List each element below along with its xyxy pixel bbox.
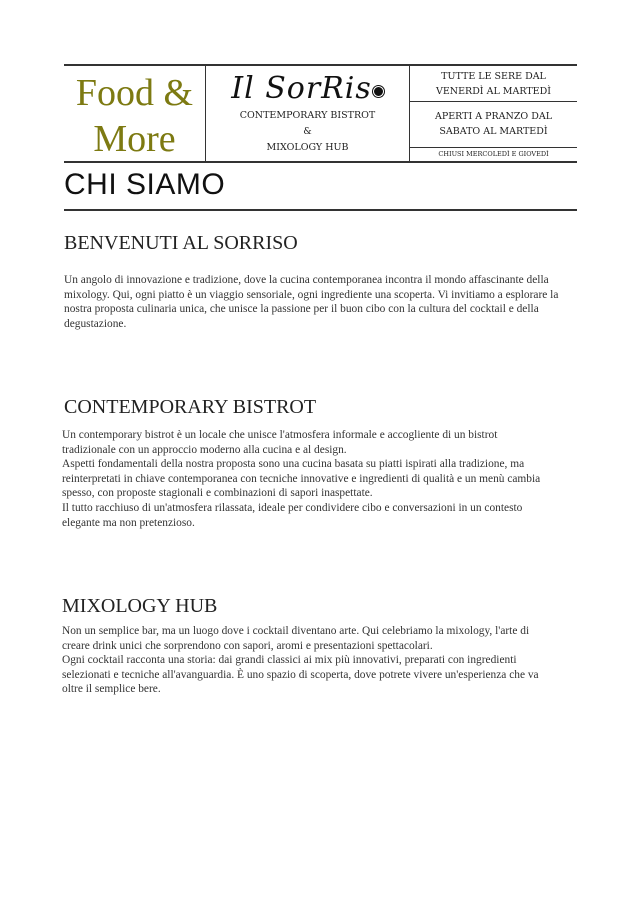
logo bbox=[206, 72, 409, 106]
brand-line: Food & bbox=[75, 72, 194, 114]
logo-text: Il SorRis bbox=[231, 71, 372, 106]
logo-box bbox=[206, 66, 410, 161]
text-line: Ogni cocktail racconta una storia: dai grandi classici ai mix più innovativi, preparati con ingredienti bbox=[62, 654, 517, 667]
text-line: mixology. Qui, ogni piatto è un viaggio sensoriale, ogni ingrediente una scoperta. Vi invitiamo a esplorare la bbox=[64, 288, 559, 301]
text-line: spesso, con proposte stagionali e combinazioni di sapori inaspettate. bbox=[62, 487, 373, 500]
section-heading: MIXOLOGY HUB bbox=[62, 595, 218, 617]
text-line: oltre il semplice bere. bbox=[62, 683, 161, 696]
text-line: elegante ma non pretenzioso. bbox=[62, 516, 195, 529]
text-line: tradizionale con un approccio moderno alla cucina e al design. bbox=[62, 443, 347, 456]
text-line: Non un semplice bar, ma un luogo dove i cocktail diventano arte. Qui celebriamo la mixology, l'arte di bbox=[62, 625, 530, 637]
text-line: Il tutto racchiuso di un'atmosfera rilassata, ideale per condividere cibo e conversazioni in un contesto bbox=[62, 501, 523, 514]
hours-text: SABATO AL MARTEDÌ bbox=[439, 126, 548, 137]
hours-box bbox=[410, 66, 577, 161]
hours-text: CHIUSI MERCOLEDÌ E GIOVEDÌ bbox=[438, 150, 549, 158]
text-line: creare drink unici che sorprendono con sapori, aromi e presentazioni spettacolari. bbox=[62, 639, 433, 652]
text-line: reinterpretati in chiave contemporanea con tecniche innovative e ingredienti di qualità e un menù cambia bbox=[62, 472, 541, 485]
hours-closed bbox=[410, 148, 577, 160]
text-line: Un angolo di innovazione e tradizione, dove la cucina contemporanea incontra il mondo affascinante della bbox=[64, 274, 549, 286]
hours-text: TUTTE LE SERE DAL bbox=[441, 71, 546, 82]
section-body bbox=[62, 624, 539, 697]
tagline: & bbox=[303, 126, 312, 137]
divider bbox=[64, 209, 577, 211]
section-body bbox=[62, 428, 540, 530]
text-line: nostra proposta culinaria unica, che unisce la passione per il buon cibo con la cultura del cocktail e della bbox=[64, 303, 539, 316]
text-line: Aspetti fondamentali della nostra proposta sono una cucina basata su piatti ispirati alla tradizione, ma bbox=[62, 458, 525, 471]
logo-dot-icon bbox=[373, 86, 384, 97]
hours-text: VENERDÌ AL MARTEDÌ bbox=[436, 86, 551, 97]
text-line: selezionati e tecniche all'avanguardia. È uno spazio di scoperta, dove potrete vivere un'esperienza che va bbox=[62, 668, 539, 681]
hours-text: APERTI A PRANZO DAL bbox=[434, 111, 553, 122]
page-title: CHI SIAMO bbox=[64, 168, 226, 201]
text-line: degustazione. bbox=[64, 317, 127, 330]
section-heading: BENVENUTI AL SORRISO bbox=[64, 232, 298, 254]
section-body bbox=[64, 273, 558, 331]
brand-line: More bbox=[93, 118, 176, 160]
text-line: Un contemporary bistrot è un locale che unisce l'atmosfera informale e accogliente di un bistrot bbox=[62, 429, 498, 441]
brand-box bbox=[64, 66, 206, 161]
header-banner bbox=[64, 64, 577, 163]
hours-evening bbox=[410, 66, 577, 102]
tagline: MIXOLOGY HUB bbox=[266, 142, 349, 153]
hours-lunch bbox=[410, 102, 577, 148]
section-heading: CONTEMPORARY BISTROT bbox=[64, 396, 317, 418]
tagline: CONTEMPORARY BISTROT bbox=[239, 110, 376, 121]
